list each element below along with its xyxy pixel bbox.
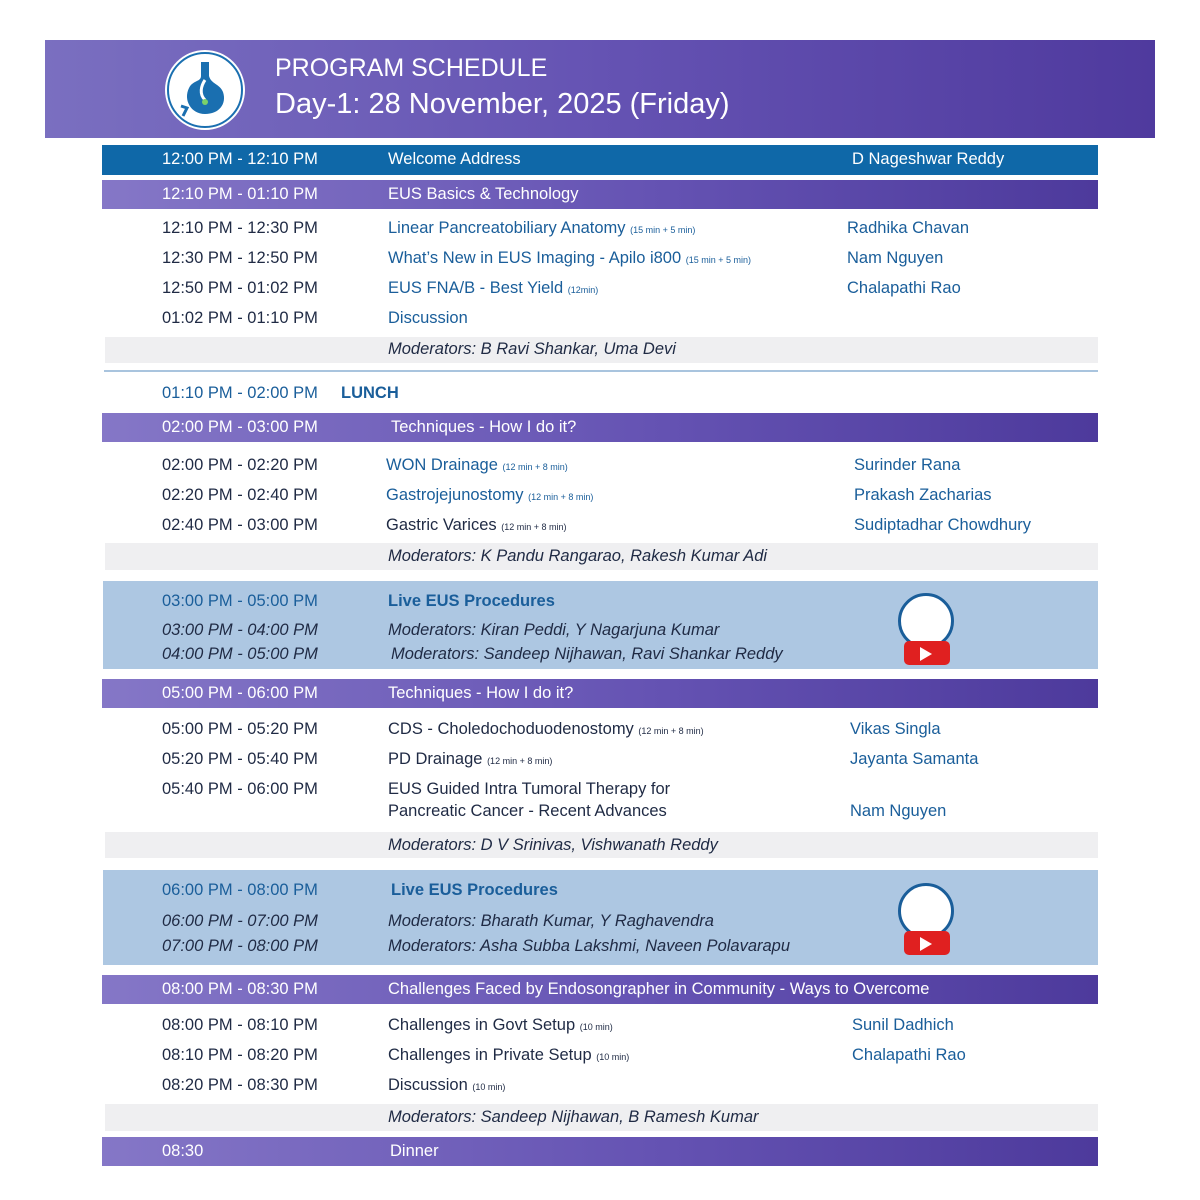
schedule-row: [0, 309, 1200, 339]
welcome-topic: Welcome Address: [388, 150, 521, 168]
row-speaker: Prakash Zacharias: [854, 486, 992, 504]
welcome-time: 12:00 PM - 12:10 PM: [162, 150, 318, 168]
topic-text: Linear Pancreatobiliary Anatomy: [388, 219, 626, 237]
stomach-logo-icon: [165, 50, 245, 130]
row-speaker: Jayanta Samanta: [850, 750, 979, 768]
duration: (10 min): [579, 1022, 613, 1032]
row-time: 01:02 PM - 01:10 PM: [162, 309, 318, 327]
row-time: 02:20 PM - 02:40 PM: [162, 486, 318, 504]
row-topic: [388, 1016, 613, 1035]
row-topic-line2: Pancreatic Cancer - Recent Advances: [388, 802, 667, 820]
row-time: 12:10 PM - 12:30 PM: [162, 219, 318, 237]
live-moderators: Moderators: Sandeep Nijhawan, Ravi Shankar Reddy: [391, 645, 783, 663]
video-play-icon[interactable]: [898, 883, 954, 961]
duration: (10 min): [472, 1082, 506, 1092]
topic-text: What’s New in EUS Imaging - Apilo i800: [388, 249, 682, 267]
welcome-speaker: D Nageshwar Reddy: [852, 150, 1005, 168]
moderators-row: [0, 547, 1200, 577]
schedule-row: [0, 486, 1200, 516]
divider: [104, 370, 1098, 372]
row-time: 02:40 PM - 03:00 PM: [162, 516, 318, 534]
duration: (12 min + 8 min): [487, 756, 553, 766]
row-time: 05:00 PM - 05:20 PM: [162, 720, 318, 738]
header-banner: [45, 40, 1155, 138]
live-moderators: Moderators: Bharath Kumar, Y Raghavendra: [388, 912, 714, 930]
schedule-row: [0, 1016, 1200, 1046]
row-topic-line1: EUS Guided Intra Tumoral Therapy for: [388, 780, 671, 798]
row-speaker: Radhika Chavan: [847, 219, 969, 237]
live-slot-time: 06:00 PM - 07:00 PM: [162, 912, 318, 930]
live-header: [0, 592, 1200, 622]
schedule-row: [0, 279, 1200, 309]
schedule-row: [0, 249, 1200, 279]
topic-text: Gastric Varices: [386, 516, 497, 534]
row-topic: [388, 219, 695, 238]
session-header: [0, 185, 1200, 215]
row-topic: [388, 249, 751, 268]
row-topic: [388, 720, 704, 739]
duration: (10 min): [596, 1052, 630, 1062]
topic-text: Gastrojejunostomy: [386, 486, 524, 504]
schedule-row: [0, 720, 1200, 750]
topic-text: PD Drainage: [388, 750, 483, 768]
row-speaker: Sunil Dadhich: [852, 1016, 954, 1034]
moderators-row: [0, 340, 1200, 370]
row-topic: [386, 456, 568, 475]
session-title: Techniques - How I do it?: [388, 684, 574, 702]
live-slot-time: 03:00 PM - 04:00 PM: [162, 621, 318, 639]
row-topic: [388, 1046, 629, 1065]
duration: (12 min + 8 min): [638, 726, 704, 736]
schedule-row: [0, 219, 1200, 249]
live-moderators: Moderators: Kiran Peddi, Y Nagarjuna Kumar: [388, 621, 720, 639]
row-topic: [386, 516, 567, 535]
row-time: 12:50 PM - 01:02 PM: [162, 279, 318, 297]
moderators-text: Moderators: B Ravi Shankar, Uma Devi: [388, 340, 676, 358]
session-time: 08:00 PM - 08:30 PM: [162, 980, 318, 998]
session-time: 02:00 PM - 03:00 PM: [162, 418, 318, 436]
dinner-time: 08:30: [162, 1142, 204, 1160]
live-moderators: Moderators: Asha Subba Lakshmi, Naveen Polavarapu: [388, 937, 791, 955]
dinner-row: [0, 1142, 1200, 1172]
live-row: [0, 645, 1200, 675]
topic-text: EUS FNA/B - Best Yield: [388, 279, 564, 297]
row-speaker: Nam Nguyen: [847, 249, 944, 267]
page-title: PROGRAM SCHEDULE: [275, 54, 548, 82]
row-topic: [386, 486, 593, 505]
duration: (12 min + 8 min): [502, 462, 568, 472]
live-slot-time: 04:00 PM - 05:00 PM: [162, 645, 318, 663]
duration: (15 min + 5 min): [630, 225, 696, 235]
row-speaker: Vikas Singla: [850, 720, 941, 738]
row-time: 02:00 PM - 02:20 PM: [162, 456, 318, 474]
page-subtitle: Day-1: 28 November, 2025 (Friday): [275, 88, 730, 120]
lunch-time: 01:10 PM - 02:00 PM: [162, 384, 318, 402]
row-topic: [388, 750, 552, 769]
welcome-row: [0, 150, 1200, 180]
moderators-text: Moderators: D V Srinivas, Vishwanath Reddy: [388, 836, 718, 854]
live-header: [0, 881, 1200, 911]
moderators-row: [0, 836, 1200, 866]
session-time: 05:00 PM - 06:00 PM: [162, 684, 318, 702]
row-speaker: Chalapathi Rao: [852, 1046, 966, 1064]
schedule-row: [0, 1076, 1200, 1106]
duration: (12 min + 8 min): [501, 522, 567, 532]
row-topic: Discussion: [388, 309, 468, 327]
row-speaker: Surinder Rana: [854, 456, 961, 474]
row-topic: [388, 279, 598, 298]
live-time: 06:00 PM - 08:00 PM: [162, 881, 318, 899]
lunch-label: LUNCH: [341, 384, 399, 402]
topic-text: CDS - Choledochoduodenostomy: [388, 720, 634, 738]
row-speaker: Chalapathi Rao: [847, 279, 961, 297]
row-time: 12:30 PM - 12:50 PM: [162, 249, 318, 267]
topic-text: Challenges in Private Setup: [388, 1046, 592, 1064]
moderators-row: [0, 1108, 1200, 1138]
session-title: Challenges Faced by Endosongrapher in Community - Ways to Overcome: [388, 980, 930, 998]
row-topic: [388, 1076, 505, 1095]
session-header: [0, 980, 1200, 1010]
duration: (12min): [567, 285, 599, 295]
live-title: Live EUS Procedures: [388, 592, 555, 610]
row-time: 05:20 PM - 05:40 PM: [162, 750, 318, 768]
moderators-text: Moderators: Sandeep Nijhawan, B Ramesh Kumar: [388, 1108, 759, 1126]
row-time: 08:00 PM - 08:10 PM: [162, 1016, 318, 1034]
session-title: Techniques - How I do it?: [391, 418, 577, 436]
dinner-label: Dinner: [390, 1142, 439, 1160]
row-time: 08:20 PM - 08:30 PM: [162, 1076, 318, 1094]
lunch-row: [0, 384, 1200, 414]
schedule-row: [0, 456, 1200, 486]
live-slot-time: 07:00 PM - 08:00 PM: [162, 937, 318, 955]
row-speaker: Nam Nguyen: [850, 802, 947, 820]
live-title: Live EUS Procedures: [391, 881, 558, 899]
row-time: 05:40 PM - 06:00 PM: [162, 780, 318, 798]
video-play-icon[interactable]: [898, 593, 954, 671]
session-title: EUS Basics & Technology: [388, 185, 579, 203]
duration: (15 min + 5 min): [685, 255, 752, 265]
row-time: 08:10 PM - 08:20 PM: [162, 1046, 318, 1064]
session-header: [0, 418, 1200, 448]
session-header: [0, 684, 1200, 714]
topic-text: WON Drainage: [386, 456, 498, 474]
duration: (12 min + 8 min): [528, 492, 594, 502]
row-speaker: Sudiptadhar Chowdhury: [854, 516, 1032, 534]
live-row: [0, 937, 1200, 967]
topic-text: Discussion: [388, 1076, 468, 1094]
schedule-row-cont: [0, 802, 1200, 832]
topic-text: Challenges in Govt Setup: [388, 1016, 576, 1034]
schedule-row: [0, 1046, 1200, 1076]
live-time: 03:00 PM - 05:00 PM: [162, 592, 318, 610]
session-time: 12:10 PM - 01:10 PM: [162, 185, 318, 203]
moderators-text: Moderators: K Pandu Rangarao, Rakesh Kumar Adi: [388, 547, 768, 565]
schedule-row: [0, 516, 1200, 546]
schedule-row: [0, 750, 1200, 780]
